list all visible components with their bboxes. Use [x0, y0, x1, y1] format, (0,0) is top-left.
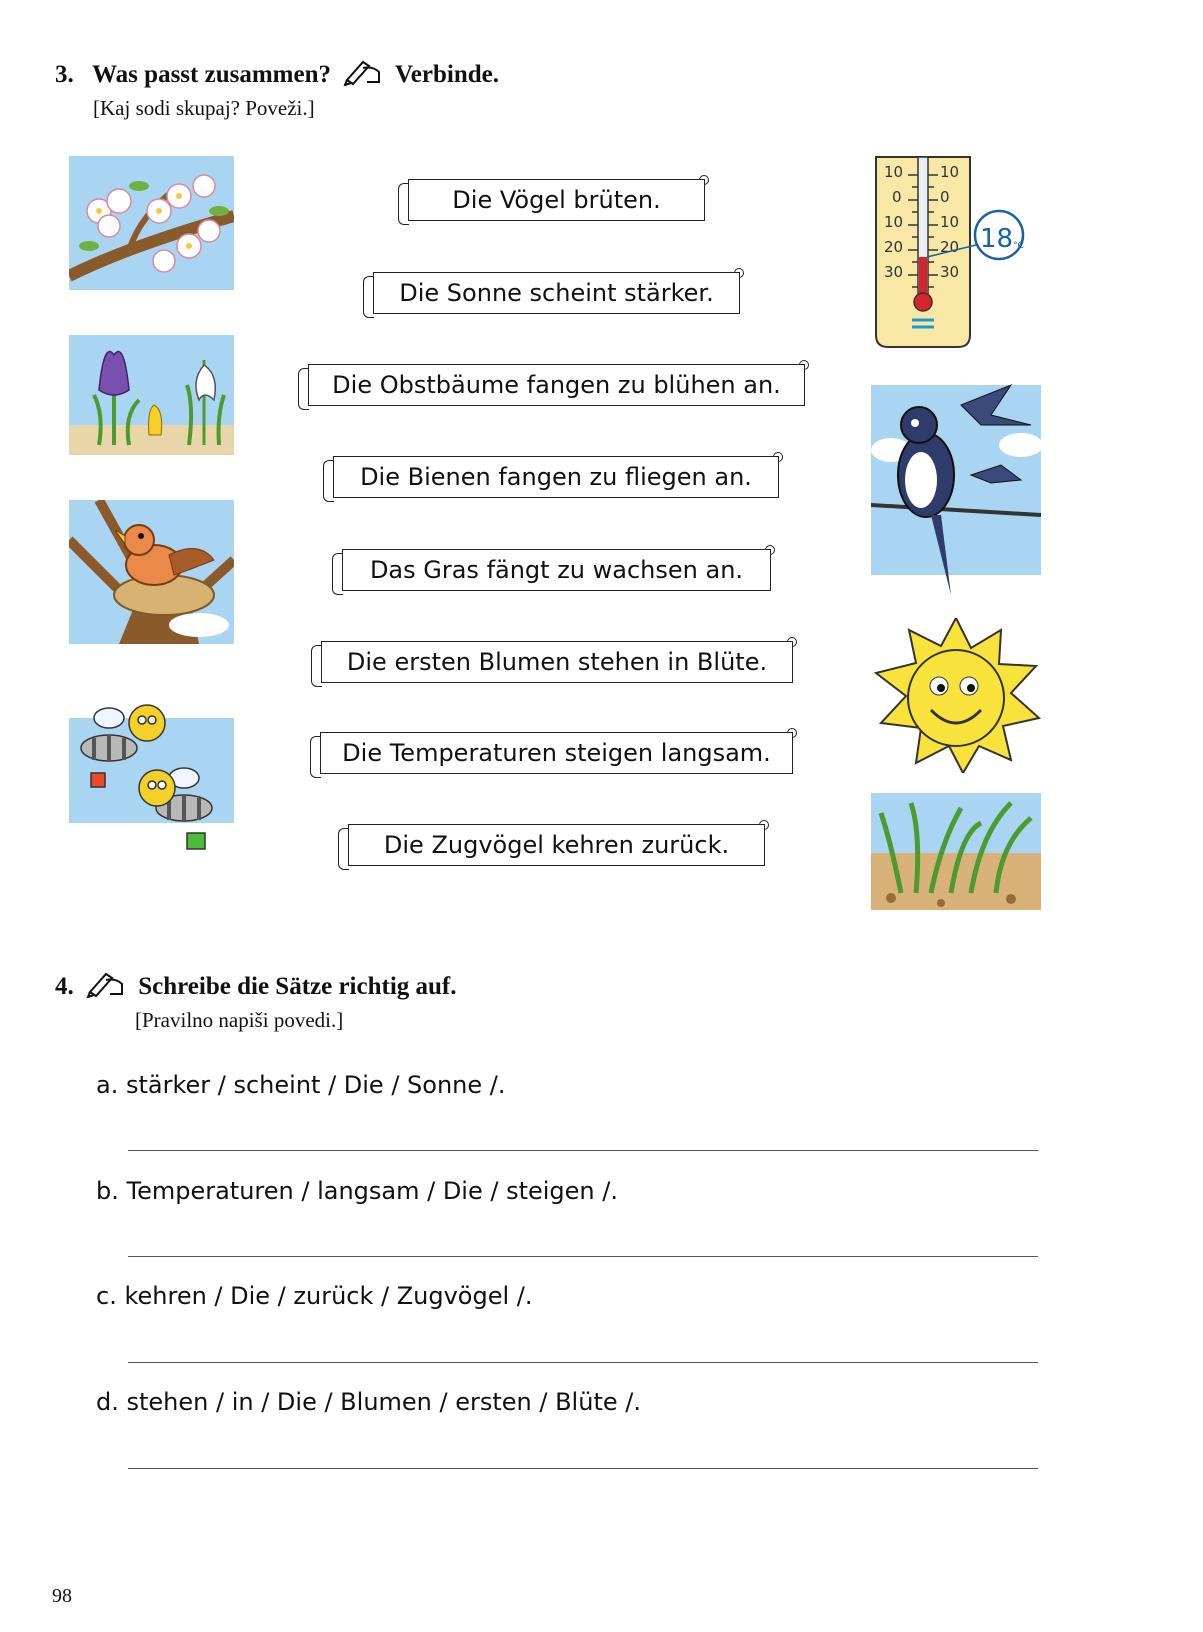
blossom-branch-picture	[69, 156, 234, 290]
bees-picture	[69, 688, 234, 858]
bird-nest-picture	[69, 500, 234, 644]
scroll-card-text: Die ersten Blumen stehen in Blüte.	[321, 641, 793, 683]
scroll-card-text: Die Bienen fangen zu fliegen an.	[333, 456, 779, 498]
page-number: 98	[52, 1585, 72, 1607]
scroll-card-text: Die Vögel brüten.	[408, 179, 705, 221]
scrambled-sentence-a: a. stärker / scheint / Die / Sonne /.	[96, 1071, 506, 1099]
task4-number: 4.	[55, 973, 74, 1000]
crocus-snowdrop-picture	[69, 335, 234, 455]
thermo-left-tick: 30	[884, 263, 904, 281]
answer-line-a[interactable]	[128, 1150, 1038, 1151]
thermo-left-tick: 0	[892, 188, 902, 206]
scroll-card-4[interactable]	[323, 452, 779, 502]
thermometer-picture	[872, 155, 1047, 350]
sun-picture	[871, 618, 1041, 773]
task4-title: Schreibe die Sätze richtig auf.	[138, 973, 457, 1000]
task3-subtitle: [Kaj sodi skupaj? Poveži.]	[93, 96, 315, 120]
task3-number: 3.	[55, 61, 74, 88]
thermo-right-tick: 20	[940, 238, 960, 256]
writing-hand-icon	[86, 970, 126, 1006]
task4-subtitle: [Pravilno napiši povedi.]	[135, 1008, 344, 1032]
thermo-left-tick: 10	[884, 213, 904, 231]
task3-title-after: Verbinde.	[395, 61, 500, 88]
thermo-right-tick: 10	[940, 163, 960, 181]
thermo-left-tick: 10	[884, 163, 904, 181]
answer-line-b[interactable]	[128, 1256, 1038, 1257]
thermo-right-tick: 0	[940, 188, 950, 206]
task4-heading	[55, 970, 457, 1034]
answer-line-c[interactable]	[128, 1362, 1038, 1363]
scrambled-sentence-b: b. Temperaturen / langsam / Die / steigen /.	[96, 1177, 618, 1205]
thermo-right-tick: 30	[940, 263, 960, 281]
swallows-picture	[871, 365, 1041, 600]
scroll-card-text: Die Sonne scheint stärker.	[373, 272, 740, 314]
scroll-card-text: Die Obstbäume fangen zu blühen an.	[308, 364, 805, 406]
scroll-card-8[interactable]	[338, 820, 765, 870]
scrambled-sentence-c: c. kehren / Die / zurück / Zugvögel /.	[96, 1282, 533, 1310]
writing-hand-icon	[343, 58, 383, 94]
scroll-card-6[interactable]	[311, 637, 793, 687]
scrambled-sentence-d: d. stehen / in / Die / Blumen / ersten / Blüte /.	[96, 1388, 641, 1416]
scroll-card-text: Die Temperaturen steigen langsam.	[320, 732, 793, 774]
scroll-card-5[interactable]	[332, 545, 771, 595]
thermo-unit: °C	[1013, 241, 1024, 251]
thermo-left-tick: 20	[884, 238, 904, 256]
task3-title: Was passt zusammen?	[92, 61, 331, 88]
scroll-card-text: Die Zugvögel kehren zurück.	[348, 824, 765, 866]
scroll-card-1[interactable]	[398, 175, 705, 225]
thermo-right-tick: 10	[940, 213, 960, 231]
thermo-reading: 18	[980, 224, 1014, 254]
scroll-card-2[interactable]	[363, 268, 740, 318]
answer-line-d[interactable]	[128, 1468, 1038, 1469]
scroll-card-7[interactable]	[310, 728, 793, 778]
grass-picture	[871, 793, 1041, 910]
scroll-card-text: Das Gras fängt zu wachsen an.	[342, 549, 771, 591]
scroll-card-3[interactable]	[298, 360, 805, 410]
task3-heading	[55, 58, 499, 122]
